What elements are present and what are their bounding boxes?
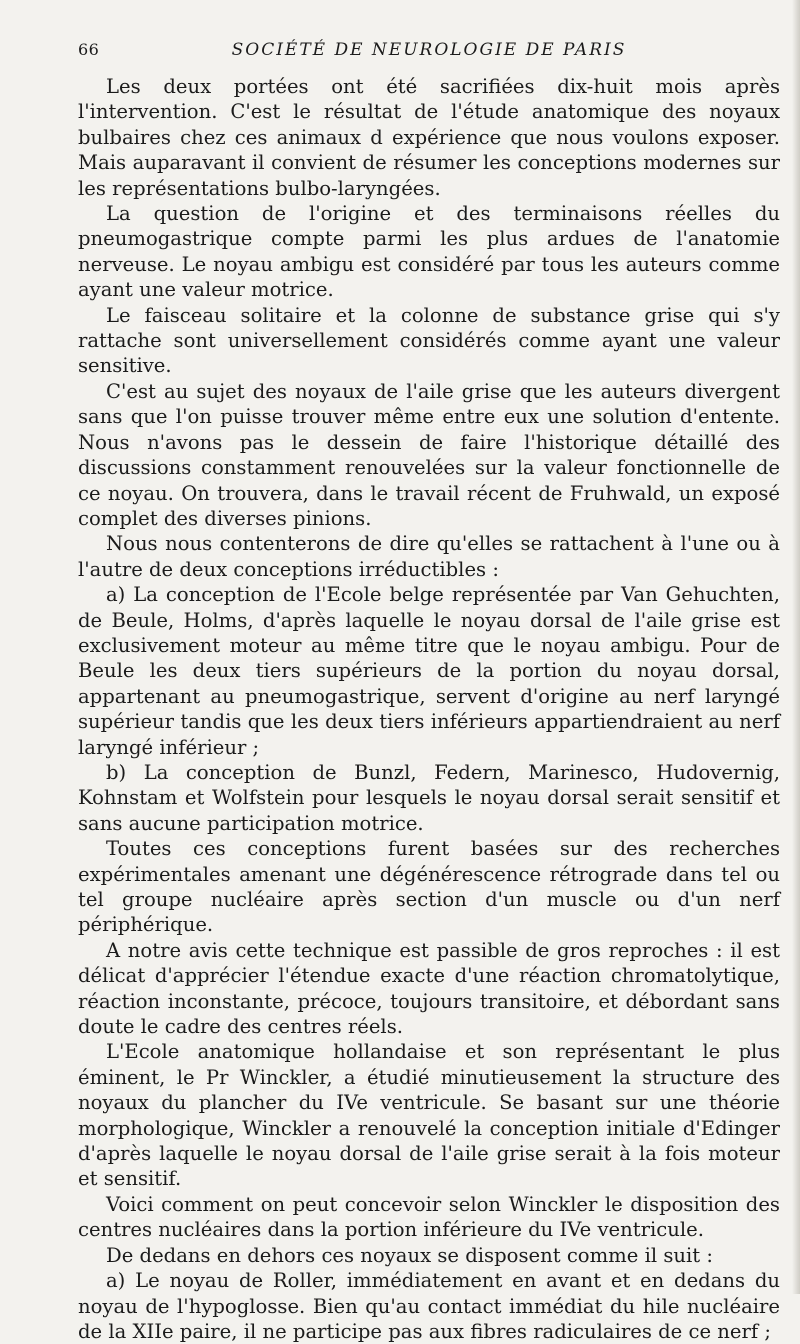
paragraph: a) Le noyau de Roller, immédiatement en avant et en dedans du noyau de l'hypoglosse. Bien qu'au contact immédiat du hile nucléaire de la XIIe paire, il ne participe pas aux fibres radiculaires de ce nerf ;	[78, 1269, 780, 1343]
paragraph: La question de l'origine et des terminaisons réelles du pneumogastrique compte parmi les plus ardues de l'anatomie nerveuse. Le noyau ambigu est considéré par tous les auteurs comme ayant une valeur motrice.	[78, 202, 780, 302]
article-body	[78, 74, 780, 1344]
page-edge	[792, 0, 800, 1294]
running-header	[78, 40, 780, 64]
paragraph: Nous nous contenterons de dire qu'elles se rattachent à l'une ou à l'autre de deux conceptions irréductibles :	[78, 532, 780, 581]
paragraph: De dedans en dehors ces noyaux se disposent comme il suit :	[106, 1243, 713, 1267]
paragraph: Les deux portées ont été sacrifiées dix-huit mois après l'intervention. C'est le résultat de l'étude anatomique des noyaux bulbaires chez ces animaux d expérience que nous voulons exposer. Mais auparavant il convient de résumer les conceptions modernes sur les représentations bulbo-laryngées.	[78, 75, 780, 200]
paragraph: b) La conception de Bunzl, Federn, Marinesco, Hudovernig, Kohnstam et Wolfstein pour lesquels le noyau dorsal serait sensitif et sans aucune participation motrice.	[78, 760, 780, 835]
paragraph: a) La conception de l'Ecole belge représentée par Van Gehuchten, de Beule, Holms, d'après laquelle le noyau dorsal de l'aile grise est exclusivement moteur au même titre que le noyau ambigu. Pour de Beule les deux tiers supérieurs de la portion du noyau dorsal, appartenant au pneumogastrique, servent d'origine au nerf laryngé supérieur tandis que les deux tiers inférieurs appartiendraient au nerf laryngé inférieur ;	[78, 583, 780, 759]
paragraph: Voici comment on peut concevoir selon Winckler le disposition des centres nucléaires dans la portion inférieure du IVe ventricule.	[78, 1192, 780, 1242]
paragraph: Le faisceau solitaire et la colonne de substance grise qui s'y rattache sont universellement considérés comme ayant une valeur sensitive.	[78, 303, 780, 378]
running-title: SOCIÉTÉ DE NEUROLOGIE DE PARIS	[231, 40, 627, 60]
paragraph: C'est au sujet des noyaux de l'aile grise que les auteurs divergent sans que l'on puisse trouver même entre eux une solution d'entente. Nous n'avons pas le dessein de faire l'historique détaillé des discussions constamment renouvelées sur la valeur fonctionnelle de ce noyau. On trouvera, dans le travail récent de Fruhwald, un exposé complet des diverses pinions.	[78, 379, 780, 530]
page	[78, 40, 780, 1344]
paragraph: A notre avis cette technique est passible de gros reproches : il est délicat d'apprécier l'étendue exacte d'une réaction chromatolytique, réaction inconstante, précoce, toujours transitoire, et débordant sans doute le cadre des centres réels.	[78, 938, 780, 1039]
page-number: 66	[78, 40, 100, 59]
paragraph: Toutes ces conceptions furent basées sur des recherches expérimentales amenant une dégénérescence rétrograde dans tel ou tel groupe nucléaire après section d'un muscle ou d'un nerf périphérique.	[78, 837, 780, 937]
paragraph: L'Ecole anatomique hollandaise et son représentant le plus éminent, le Pr Winckler, a étudié minutieusement la structure des noyaux du plancher du IVe ventricule. Se basant sur une théorie morphologique, Winckler a renouvelé la conception initiale d'Edinger d'après laquelle le noyau dorsal de l'aile grise serait à la fois moteur et sensitif.	[78, 1040, 780, 1191]
